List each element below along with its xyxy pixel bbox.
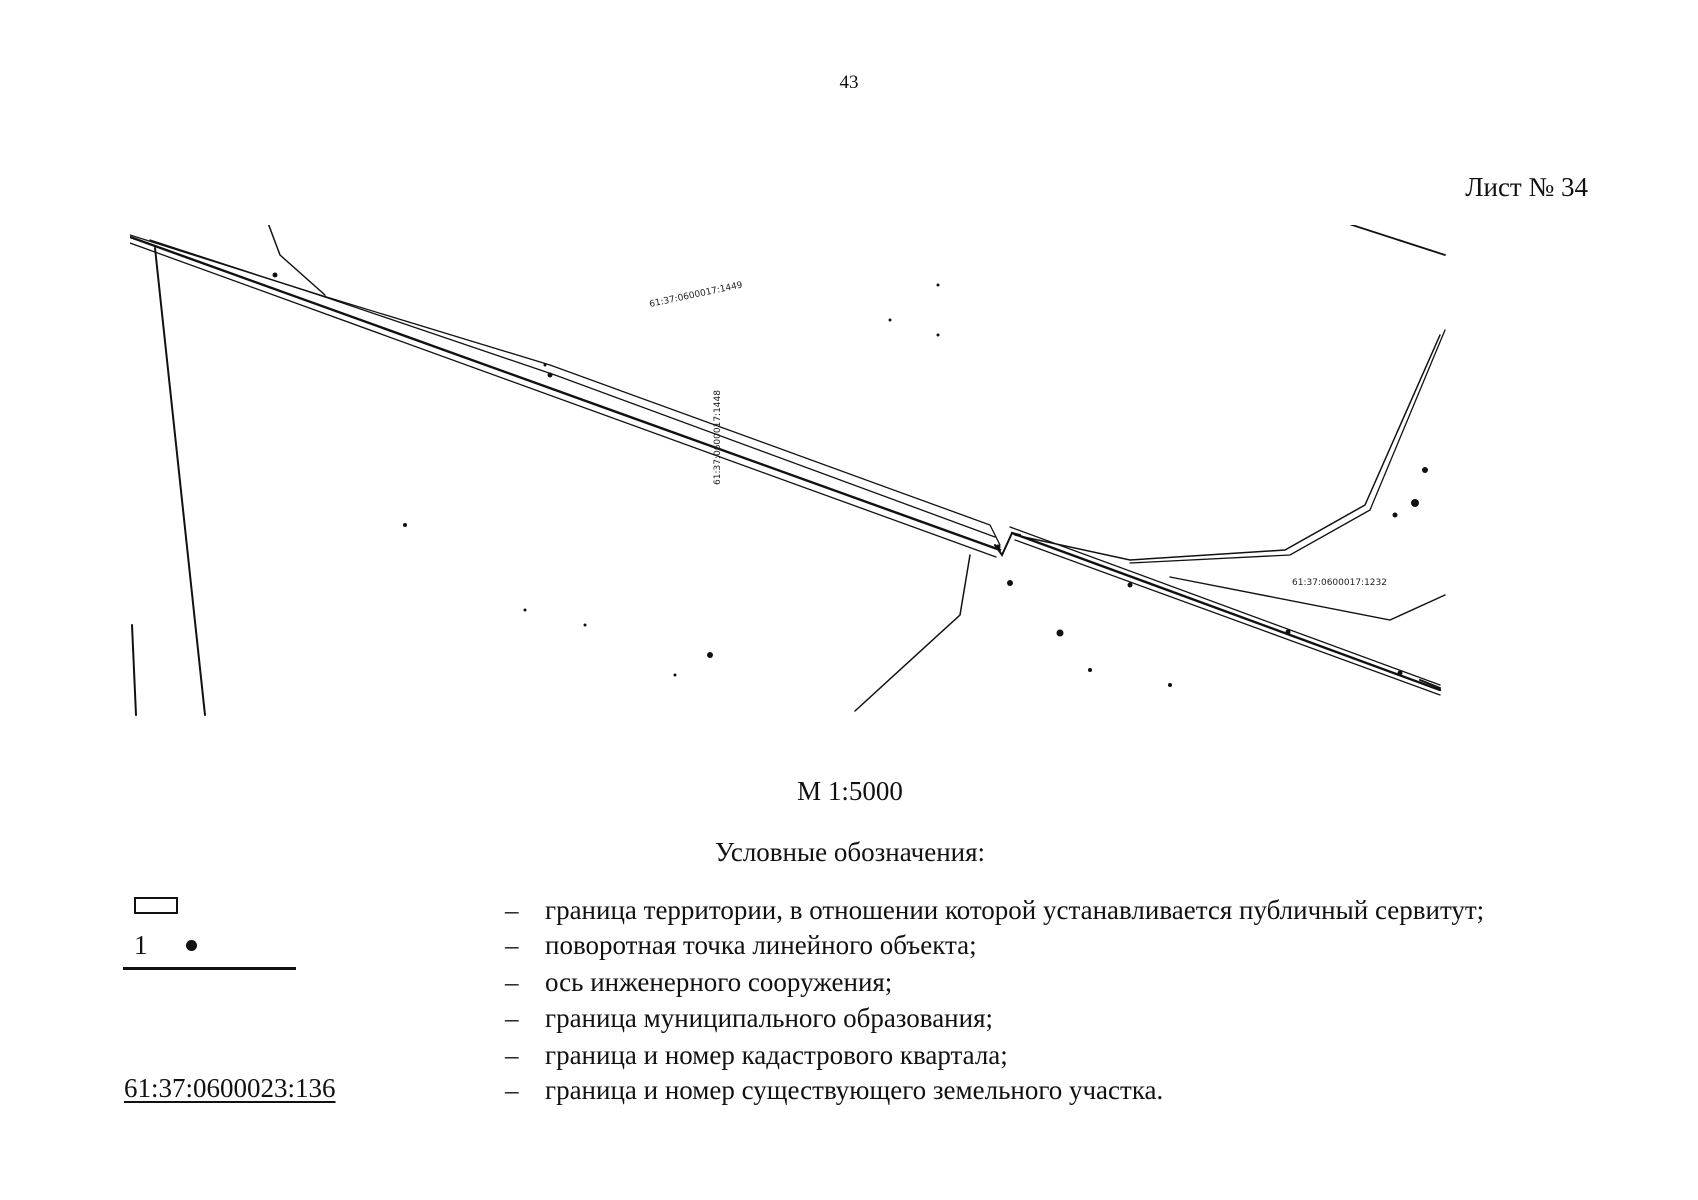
engineering-axis-right xyxy=(1012,533,1440,690)
parcel-label: 61:37:0600017:1448 xyxy=(713,390,723,485)
legend-symbol-servitude xyxy=(120,895,380,931)
legend-dash: – xyxy=(505,1075,519,1105)
map-speck xyxy=(674,674,677,677)
legend-dash: – xyxy=(505,895,519,925)
legend-text: ось инженерного сооружения; xyxy=(545,967,893,997)
legend-text: граница и номер существующего земельного участка. xyxy=(545,1075,1164,1105)
map-speck xyxy=(707,652,713,658)
dot-icon xyxy=(186,940,197,951)
map-speck xyxy=(889,319,892,322)
turning-point xyxy=(273,273,278,278)
parcel-boundary-ne xyxy=(1315,225,1445,255)
turning-point xyxy=(1128,583,1133,588)
legend-item xyxy=(120,967,1600,1003)
legend-item xyxy=(120,1075,1600,1111)
legend-text: граница территории, в отношении которой устанавливается публичный сервитут; xyxy=(545,895,1485,925)
servitude-boundary-upper-2 xyxy=(150,240,995,537)
map-speck xyxy=(937,284,940,287)
legend-dash: – xyxy=(505,1040,519,1070)
axis-jog xyxy=(995,533,1020,555)
turning-point-number: 1 xyxy=(134,930,148,960)
page-number: 43 xyxy=(839,72,859,93)
legend-symbol-parcel xyxy=(120,1075,380,1111)
map-speck xyxy=(524,609,527,612)
legend-text: граница муниципального образования; xyxy=(545,1003,994,1033)
legend-text: граница и номер кадастрового квартала; xyxy=(545,1040,1008,1070)
parcel-number-sample: 61:37:0600023:136 xyxy=(124,1073,336,1103)
map-speck xyxy=(1422,467,1428,473)
map-speck xyxy=(937,334,940,337)
parcel-label: 61:37:0600017:1449 xyxy=(648,280,744,310)
map-speck xyxy=(1057,630,1064,637)
map-speck xyxy=(1007,580,1013,586)
parcel-boundary-east-2 xyxy=(1130,330,1445,563)
rectangle-outline-icon xyxy=(134,897,178,914)
sheet-label: Лист № 34 xyxy=(1465,172,1588,202)
turning-point xyxy=(996,545,1001,550)
legend-item xyxy=(120,1003,1600,1039)
parcel-boundary-east xyxy=(1015,335,1440,560)
legend-symbol-turning-point xyxy=(120,930,380,966)
parcel-boundary-south xyxy=(855,555,970,711)
map-speck xyxy=(1393,513,1398,518)
solid-line-icon xyxy=(123,967,296,970)
turning-point xyxy=(1286,630,1291,635)
turning-point xyxy=(1398,671,1403,676)
legend-title: Условные обозначения: xyxy=(714,837,986,867)
legend-item xyxy=(120,930,1600,966)
cadastral-map xyxy=(130,225,1570,785)
legend-item xyxy=(120,895,1600,931)
map-speck xyxy=(584,624,587,627)
servitude-boundary-right-2 xyxy=(1010,527,1440,685)
legend-dash: – xyxy=(505,930,519,960)
legend-text: поворотная точка линейного объекта; xyxy=(545,930,977,960)
legend-item xyxy=(120,1040,1600,1076)
map-scale: М 1:5000 xyxy=(797,776,903,806)
legend-dash: – xyxy=(505,967,519,997)
servitude-boundary-lower xyxy=(130,243,996,557)
municipal-boundary-line xyxy=(155,248,205,715)
engineering-axis xyxy=(130,237,1000,550)
map-speck xyxy=(403,523,407,527)
map-speck xyxy=(1088,668,1092,672)
map-speck xyxy=(1168,683,1172,687)
municipal-boundary-line-2 xyxy=(132,625,136,715)
parcel-label: 61:37:0600017:1232 xyxy=(1292,578,1387,588)
parcel-boundary-north xyxy=(265,225,325,295)
map-speck xyxy=(544,364,547,367)
legend-symbol-axis xyxy=(120,967,380,1003)
legend-dash: – xyxy=(505,1003,519,1033)
turning-point xyxy=(548,373,553,378)
servitude-boundary-upper xyxy=(130,235,1000,545)
map-speck xyxy=(1411,499,1419,507)
